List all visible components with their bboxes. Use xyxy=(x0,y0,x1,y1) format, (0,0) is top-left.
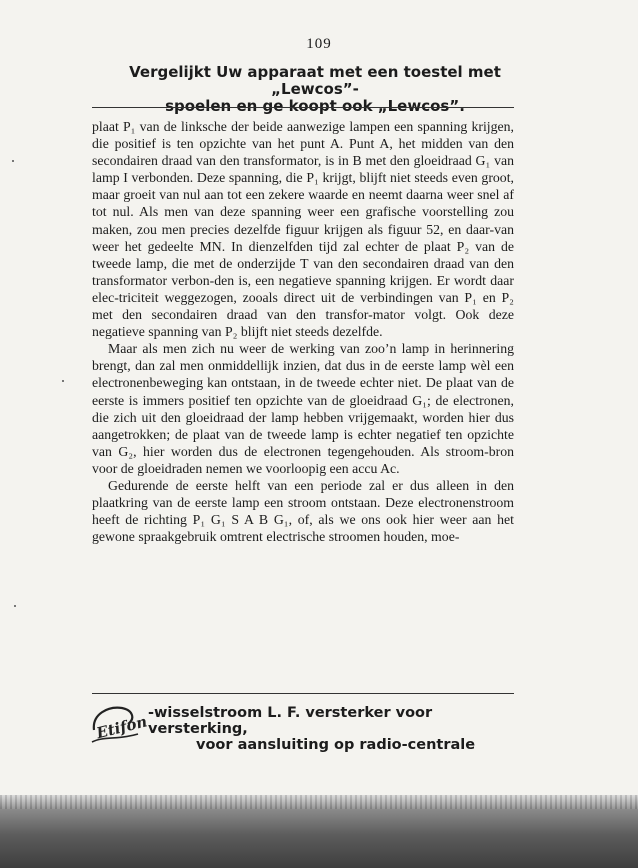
header-ad-line-2: spoelen en ge koopt ook „Lewcos”. xyxy=(165,97,465,115)
footer-divider xyxy=(92,693,514,694)
header-ad-line-1: Vergelijkt Uw apparaat met een toestel met „Lewcos”- xyxy=(129,63,501,98)
page-number: 109 xyxy=(306,36,332,52)
footer-ad-line-1: -wisselstroom L. F. versterker voor versterking, xyxy=(148,705,433,737)
paragraph: plaat P₁ van de linksche der beide aanwezige lampen een spanning krijgen, die positief is ten opzichte van het punt A. Punt A, het midden van den secondairen draad van den transformator, is in B met den gloeidraad G₁ van lamp I verbonden. Deze spanning, die P₁ krijgt, blijft niet steeds even groot, maar groeit van nul aan tot een zekere waarde en neemt daarna weer snel af tot nul. Als men van deze spanning weer een grafische voorstelling zou maken, zou men precies dezelfde figuur krijgen als figuur 52, en daar-van weer het gedeelte MN. In dienzelfden tijd zal echter de plaat P₂ van de tweede lamp, die met de onderzijde T van den secondairen draad van den transformator verbon-den is, een negatieve spanning krijgen. Er wordt daar elec-triciteit weggezogen, zooals direct uit de verbindingen van P₁ en P₂ met den secondairen draad van den transfor-mator volgt. Ook deze negatieve spanning van P₂ blijft niet steeds dezelfde. xyxy=(92,119,514,340)
etifon-logo xyxy=(88,700,149,748)
footer-ad-line-2: voor aansluiting op radio-centrale xyxy=(196,737,476,753)
footer-advertisement xyxy=(148,705,520,753)
paragraph: Gedurende de eerste helft van een periode zal er dus alleen in den plaatkring van de eerste lamp een stroom ontstaan. Deze electronenstroom heeft de richting P₁ G₁ S A B G₁, of, als we ons ook hier weer aan het gewone spraakgebruik omtrent electrische stroomen houden, moe- xyxy=(92,477,514,545)
logo-text: Etifon xyxy=(94,712,149,743)
header-divider xyxy=(92,107,514,108)
body-text xyxy=(92,118,514,545)
scan-shadow xyxy=(0,795,638,868)
margin-speck xyxy=(14,605,16,607)
margin-speck xyxy=(62,380,64,382)
margin-speck xyxy=(12,160,14,162)
paragraph: Maar als men zich nu weer de werking van zoo’n lamp in herinnering brengt, dan zal men onmiddellijk inzien, dat dus in de eerste lamp wèl een electronenbeweging kan ontstaan, in de tweede echter niet. De plaat van de eerste is immers positief ten opzichte van de gloeidraad G₁; de electronen, die zich uit den gloeidraad der lamp hebben vrijgemaakt, worden hier dus aangetrokken; de plaat van de tweede lamp is echter negatief ten opzichte van G₂, hier worden dus de electronen tegengehouden. Als stroom-bron voor de gloeidraden nemen we voorloopig een accu Ac. xyxy=(92,341,514,476)
